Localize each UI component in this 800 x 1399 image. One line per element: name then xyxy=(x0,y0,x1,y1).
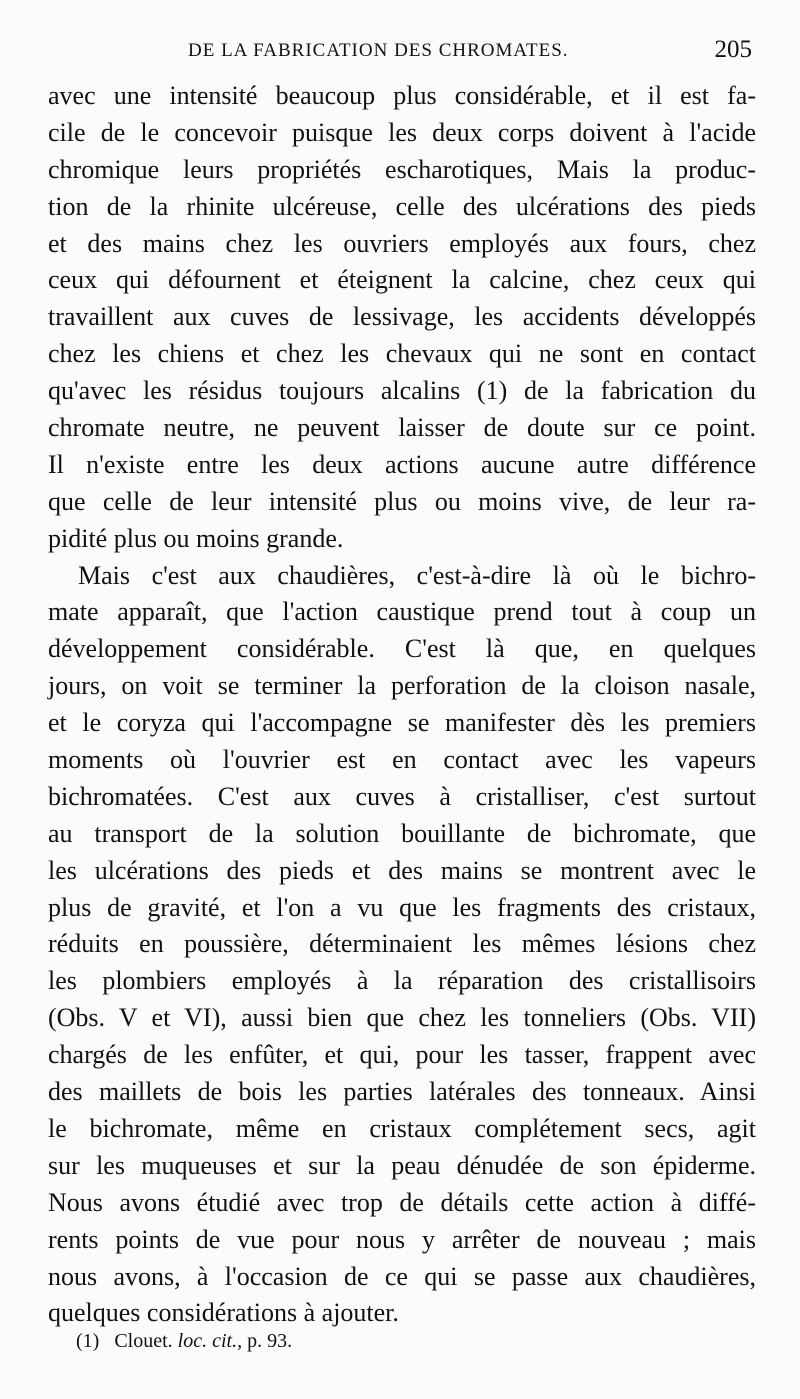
footnote-citation: loc. cit., xyxy=(177,1330,243,1352)
page-number: 205 xyxy=(714,36,752,63)
text-line: chez les chiens et chez les chevaux qui ne sont en contact xyxy=(48,339,756,369)
text-line: au transport de la solution bouillante de bichromate, que xyxy=(48,818,756,848)
footnote-marker: (1) xyxy=(76,1330,100,1352)
text-line: Mais c'est aux chaudières, c'est-à-dire là où le bichro- xyxy=(78,560,756,590)
running-title: DE LA FABRICATION DES CHROMATES. xyxy=(188,40,569,61)
footnote-page: p. 93. xyxy=(247,1330,293,1352)
text-line: les ulcérations des pieds et des mains se montrent avec le xyxy=(48,855,756,885)
text-line: que celle de leur intensité plus ou moins vive, de leur ra- xyxy=(48,486,756,516)
running-head xyxy=(48,36,752,68)
text-line: chromique leurs propriétés escharotiques, Mais la produc- xyxy=(48,154,756,184)
text-line: réduits en poussière, déterminaient les mêmes lésions chez xyxy=(48,929,756,959)
footnote-author: Clouet. xyxy=(114,1330,173,1352)
text-line: qu'avec les résidus toujours alcalins (1) de la fabrication du xyxy=(48,376,756,406)
text-line: quelques considérations à ajouter. xyxy=(48,1298,399,1328)
text-line: jours, on voit se terminer la perforation de la cloison nasale, xyxy=(48,671,756,701)
body-text xyxy=(48,78,756,1332)
text-line: travaillent aux cuves de lessivage, les accidents développés xyxy=(48,302,756,332)
text-line: chromate neutre, ne peuvent laisser de doute sur ce point. xyxy=(48,413,756,443)
text-line: plus de gravité, et l'on a vu que les fragments des cristaux, xyxy=(48,892,756,922)
text-line: Nous avons étudié avec trop de détails cette action à diffé- xyxy=(48,1187,756,1217)
text-line: ceux qui défournent et éteignent la calcine, chez ceux qui xyxy=(48,265,756,295)
text-line: avec une intensité beaucoup plus considérable, et il est fa- xyxy=(48,81,756,110)
text-line: rents points de vue pour nous y arrêter de nouveau ; mais xyxy=(48,1224,756,1254)
text-line: nous avons, à l'occasion de ce qui se passe aux chaudières, xyxy=(48,1261,756,1291)
text-line: cile de le concevoir puisque les deux corps doivent à l'acide xyxy=(48,117,756,147)
text-line: les plombiers employés à la réparation des cristallisoirs xyxy=(48,966,756,996)
text-line: Il n'existe entre les deux actions aucune autre différence xyxy=(48,449,756,479)
text-line: bichromatées. C'est aux cuves à cristalliser, c'est surtout xyxy=(48,781,756,811)
text-line: moments où l'ouvrier est en contact avec les vapeurs xyxy=(48,745,756,775)
text-line: et des mains chez les ouvriers employés aux fours, chez xyxy=(48,228,756,258)
text-line: (Obs. V et VI), aussi bien que chez les tonneliers (Obs. VII) xyxy=(48,1003,756,1033)
text-line: pidité plus ou moins grande. xyxy=(48,523,344,553)
text-line: des maillets de bois les parties latérales des tonneaux. Ainsi xyxy=(48,1077,756,1107)
text-line: chargés de les enfûter, et qui, pour les tasser, frappent avec xyxy=(48,1040,756,1070)
text-line: mate apparaît, que l'action caustique prend tout à coup un xyxy=(48,597,756,627)
footnote xyxy=(76,1330,292,1353)
text-line: développement considérable. C'est là que, en quelques xyxy=(48,634,756,664)
text-line: le bichromate, même en cristaux complétement secs, agit xyxy=(48,1113,756,1143)
text-line: tion de la rhinite ulcéreuse, celle des ulcérations des pieds xyxy=(48,191,756,221)
text-line: sur les muqueuses et sur la peau dénudée de son épiderme. xyxy=(48,1150,756,1180)
text-line: et le coryza qui l'accompagne se manifester dès les premiers xyxy=(48,708,756,738)
